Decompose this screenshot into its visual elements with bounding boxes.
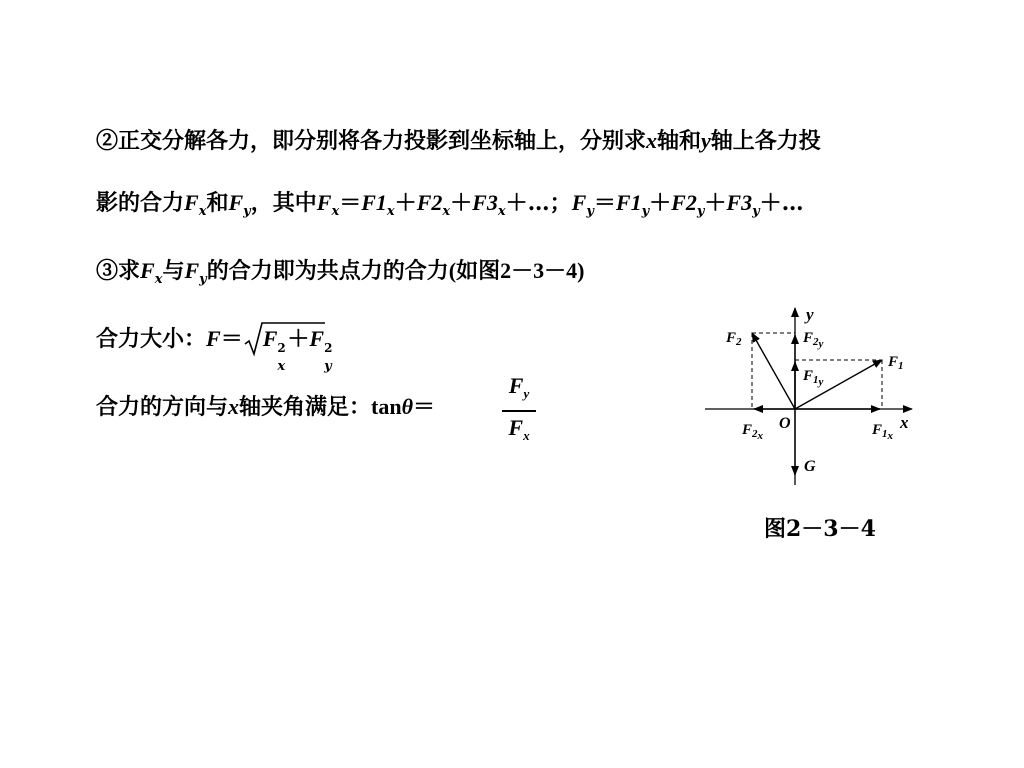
equals-sign: ＝ xyxy=(593,190,616,216)
math-F: F xyxy=(508,415,524,440)
fraction-fy-over-fx xyxy=(502,372,536,450)
text-segment: ②正交分解各力，即分别将各力投影到坐标轴上，分别求 xyxy=(96,128,647,154)
figure-caption: 图2－3－4 xyxy=(764,516,876,542)
math-sub: x xyxy=(497,204,506,219)
math-F: F xyxy=(309,326,325,351)
math-F: F xyxy=(184,258,200,283)
math-sub: x xyxy=(198,204,207,219)
plus-sign: ＋ xyxy=(649,190,672,216)
math-sub: x xyxy=(277,359,286,374)
math-sub: y xyxy=(199,272,207,287)
equals-sign: ＝ xyxy=(339,190,362,216)
math-sub: y xyxy=(696,204,705,219)
math-F2: F2 xyxy=(671,190,697,215)
math-sub: x xyxy=(386,204,395,219)
text-segment: 合力的方向与 xyxy=(96,394,229,420)
math-sub: x xyxy=(523,428,530,443)
math-F: F xyxy=(228,190,244,215)
math-tan: tan xyxy=(371,394,402,419)
label-g: G xyxy=(804,458,816,475)
text-segment: ＋… xyxy=(759,190,804,216)
math-F3: F3 xyxy=(726,190,753,215)
text-segment: 轴夹角满足： xyxy=(239,394,372,420)
fraction-bar xyxy=(502,410,536,412)
text-segment: 和 xyxy=(206,190,229,216)
text-segment: 影的合力 xyxy=(96,190,185,216)
text-segment: 与 xyxy=(162,258,185,284)
math-F: F xyxy=(571,190,587,215)
math-sub: y xyxy=(752,204,760,219)
math-sub: y xyxy=(324,359,332,374)
label-x-axis: x xyxy=(900,413,909,432)
math-F1: F1 xyxy=(615,190,642,215)
equals-sign: ＝ xyxy=(413,394,436,420)
radical-sign xyxy=(243,320,533,360)
label-f2y: $F_2y$ xyxy=(803,330,824,350)
plus-sign: ＋ xyxy=(450,190,473,216)
text-line-4 xyxy=(96,324,334,374)
fraction-numerator xyxy=(502,372,536,408)
math-sub: y xyxy=(523,386,530,401)
vector-f2 xyxy=(752,333,795,409)
text-segment: 合力大小： xyxy=(96,326,207,352)
math-sub: x xyxy=(331,204,340,219)
figure-reference: (如图2－3－4) xyxy=(448,258,585,283)
text-segment: 轴和 xyxy=(657,128,702,154)
label-y-axis: y xyxy=(806,305,814,324)
text-segment: ＋…； xyxy=(505,190,572,216)
label-origin: O xyxy=(779,415,791,432)
text-line-1 xyxy=(96,126,821,156)
text-line-5 xyxy=(96,392,435,422)
math-F: F xyxy=(206,326,221,351)
label-f2: $F_2$ xyxy=(726,330,742,348)
label-f1: $F_1$ xyxy=(888,354,904,372)
text-segment: ，其中 xyxy=(250,190,317,216)
math-x: x xyxy=(228,394,240,419)
plus-sign: ＋ xyxy=(394,190,417,216)
math-sub: x xyxy=(154,272,163,287)
math-theta: θ xyxy=(401,394,414,419)
math-x: x xyxy=(646,128,658,153)
text-segment: 的合力即为共点力的合力 xyxy=(206,258,449,284)
math-F3: F3 xyxy=(472,190,498,215)
math-sub: y xyxy=(243,204,251,219)
math-F: F xyxy=(140,258,155,283)
math-F: F xyxy=(316,190,332,215)
math-F: F xyxy=(262,326,278,351)
label-f1x: $F_1x$ xyxy=(872,422,894,442)
text-line-3 xyxy=(96,256,584,295)
fraction-denominator xyxy=(502,414,536,450)
force-diagram xyxy=(700,300,930,490)
math-sup: 2 xyxy=(324,341,333,355)
label-f1y: $F_1y$ xyxy=(803,368,824,388)
math-sub: x xyxy=(442,204,451,219)
plus-sign: ＋ xyxy=(287,326,310,352)
math-F: F xyxy=(184,190,199,215)
text-line-2 xyxy=(96,188,804,227)
label-f2x: $F_2x$ xyxy=(742,422,764,442)
text-segment: 轴上各力投 xyxy=(710,128,821,154)
math-F2: F2 xyxy=(416,190,443,215)
math-F1: F1 xyxy=(361,190,387,215)
square-root xyxy=(243,324,334,374)
math-y: y xyxy=(701,128,711,153)
math-sub: y xyxy=(641,204,650,219)
equals-sign: ＝ xyxy=(220,326,243,352)
text-segment: ③求 xyxy=(96,258,141,284)
math-sub: y xyxy=(586,204,594,219)
math-sup: 2 xyxy=(277,341,286,355)
math-F: F xyxy=(508,373,524,398)
plus-sign: ＋ xyxy=(704,190,727,216)
